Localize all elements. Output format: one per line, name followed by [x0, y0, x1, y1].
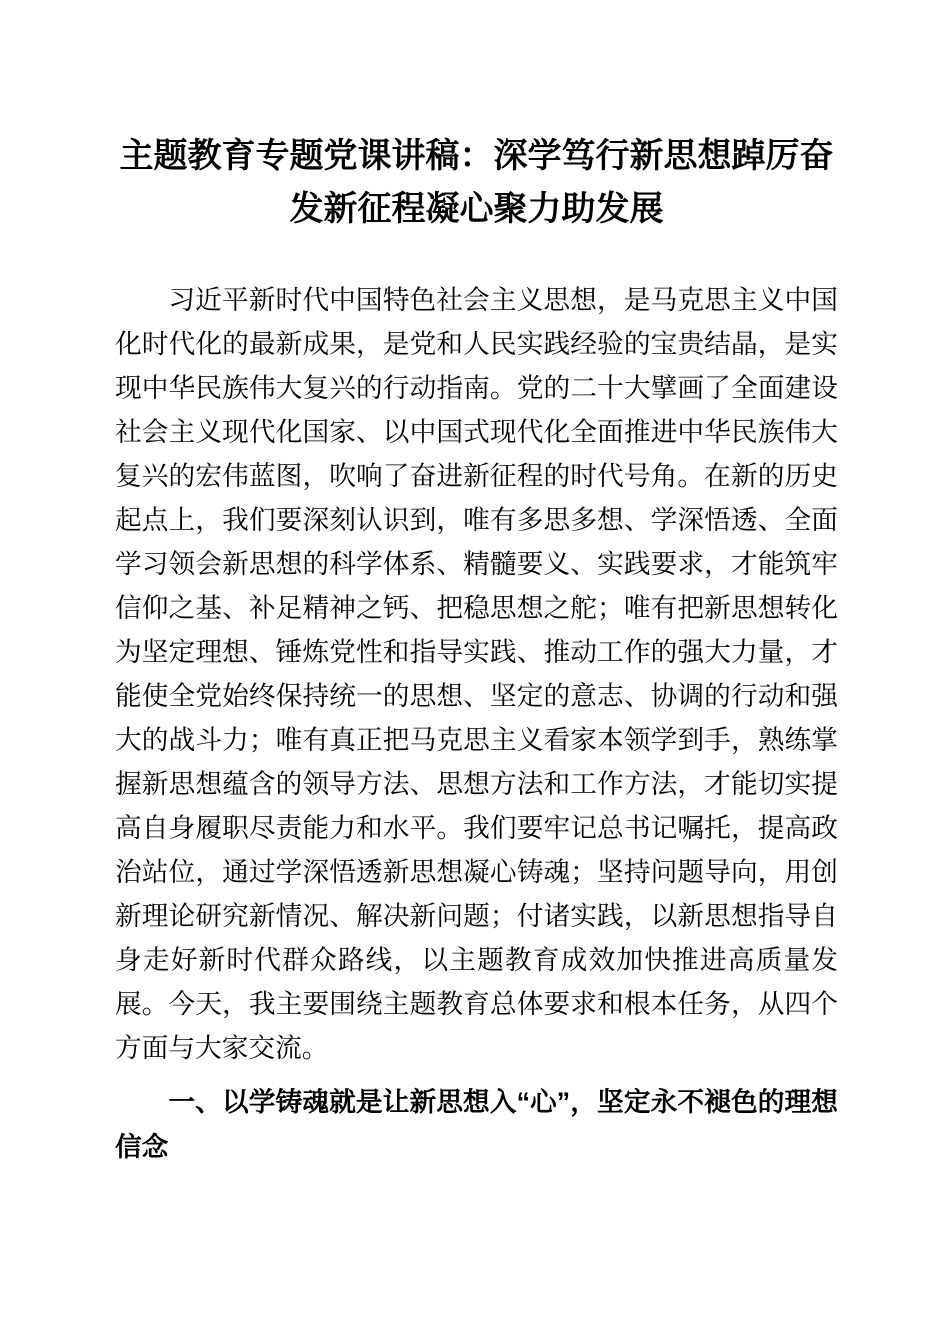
document-title: 主题教育专题党课讲稿：深学笃行新思想踔厉奋发新征程凝心聚力助发展 [119, 138, 834, 228]
body-paragraph: 习近平新时代中国特色社会主义思想，是马克思主义中国化时代化的最新成果，是党和人民实践经验的宝贵结晶，是实现中华民族伟大复兴的行动指南。党的二十大擘画了全面建设社会主义现代化国家、以中国式现代化全面推进中华民族伟大复兴的宏伟蓝图，吹响了奋进新征程的时代号角。在新的历史起点上，我们要深刻认识到，唯有多思多想、学深悟透、全面学习领会新思想的科学体系、精髓要义、实践要求，才能筑牢信仰之基、补足精神之钙、把稳思想之舵；唯有把新思想转化为坚定理想、锤炼党性和指导实践、推动工作的强大力量，才能使全党始终保持统一的思想、坚定的意志、协调的行动和强大的战斗力；唯有真正把马克思主义看家本领学到手，熟练掌握新思想蕴含的领导方法、思想方法和工作方法，才能切实提高自身履职尽责能力和水平。我们要牢记总书记嘱托，提高政治站位，通过学深悟透新思想凝心铸魂；坚持问题导向，用创新理论研究新情况、解决新问题；付诸实践，以新思想指导自身走好新时代群众路线，以主题教育成效加快推进高质量发展。今天，我主要围绕主题教育总体要求和根本任务，从四个方面与大家交流。 [115, 285, 838, 1063]
section-heading: 一、以学铸魂就是让新思想入“心”，坚定永不褪色的理想信念 [115, 1087, 838, 1162]
